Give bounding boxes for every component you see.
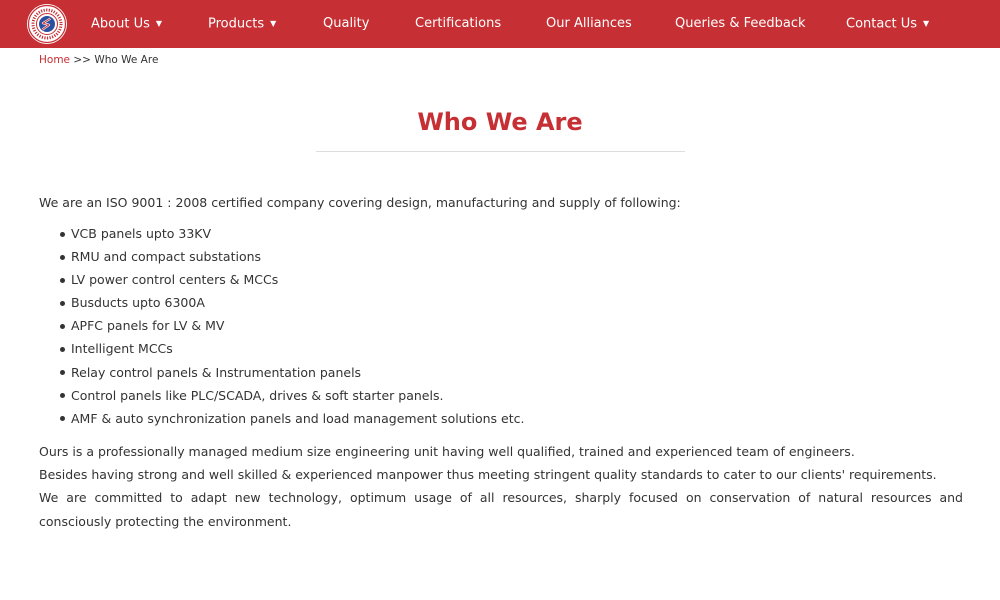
list-item-text: LV power control centers & MCCs: [71, 272, 279, 288]
bullet-icon: [60, 416, 65, 421]
breadcrumb-home-link[interactable]: Home: [39, 54, 71, 66]
product-list: [39, 224, 524, 432]
list-item: [39, 339, 524, 362]
breadcrumb-separator: >>: [73, 54, 91, 66]
list-item-text: Intelligent MCCs: [71, 341, 173, 357]
list-item-text: AMF & auto synchronization panels and load management solutions etc.: [71, 410, 525, 426]
nav-item-our-alliances[interactable]: [546, 0, 632, 48]
list-item-text: RMU and compact substations: [71, 249, 262, 265]
list-item: [39, 247, 524, 270]
list-item: [39, 363, 524, 386]
bullet-icon: [60, 347, 65, 352]
bullet-icon: [60, 278, 65, 283]
nav-item-products[interactable]: [208, 0, 276, 48]
chevron-down-icon: ▼: [923, 19, 930, 28]
about-paragraph: Ours is a professionally managed medium size engineering unit having well qualified, trained and experienced team of engineers.: [39, 444, 855, 459]
list-item-text: Relay control panels & Instrumentation panels: [71, 364, 362, 380]
about-paragraph: We are committed to adapt new technology, optimum usage of all resources, sharply focused on conservation of natural resources and consciously protecting the environment.: [39, 490, 963, 529]
list-item: [39, 316, 524, 339]
nav-item-label: Our Alliances: [546, 16, 632, 31]
company-seal-logo-icon: [27, 4, 67, 44]
nav-item-contact-us[interactable]: [846, 0, 929, 48]
intro-text: We are an ISO 9001 : 2008 certified company covering design, manufacturing and supply of following:: [39, 195, 681, 210]
list-item-text: Busducts upto 6300A: [71, 295, 205, 311]
list-item: [39, 224, 524, 247]
nav-item-label: About Us: [91, 16, 150, 32]
breadcrumb: [39, 52, 158, 68]
page-title: Who We Are: [417, 108, 583, 136]
bullet-icon: [60, 301, 65, 306]
list-item: [39, 270, 524, 293]
top-navbar: [0, 0, 1000, 48]
bullet-icon: [60, 324, 65, 329]
list-item: [39, 386, 524, 409]
nav-item-queries-feedback[interactable]: [675, 0, 806, 48]
list-item-text: VCB panels upto 33KV: [71, 226, 212, 241]
nav-item-label: Quality: [323, 16, 370, 31]
title-divider: [316, 151, 685, 152]
company-logo[interactable]: [27, 4, 67, 44]
chevron-down-icon: ▼: [155, 19, 163, 28]
chevron-down-icon: ▼: [270, 19, 277, 28]
bullet-icon: [60, 393, 65, 398]
list-item: [39, 409, 524, 432]
breadcrumb-current: Who We Are: [94, 54, 159, 66]
nav-item-label: Certifications: [415, 16, 502, 31]
bullet-icon: [60, 370, 65, 375]
nav-item-about-us[interactable]: [91, 0, 162, 48]
list-item-text: APFC panels for LV & MV: [71, 318, 225, 334]
about-paragraph: Besides having strong and well skilled & experienced manpower thus meeting stringent quality standards to cater to our clients' requirements.: [39, 467, 937, 483]
nav-item-label: Queries & Feedback: [675, 16, 806, 31]
bullet-icon: [60, 255, 65, 260]
nav-item-label: Contact Us: [846, 16, 917, 32]
nav-item-certifications[interactable]: [415, 0, 501, 48]
nav-item-quality[interactable]: [323, 0, 369, 48]
nav-item-label: Products: [208, 16, 265, 32]
about-paragraphs: [39, 440, 963, 533]
list-item-text: Control panels like PLC/SCADA, drives & soft starter panels.: [71, 387, 444, 403]
bullet-icon: [60, 232, 65, 237]
list-item: [39, 293, 524, 316]
